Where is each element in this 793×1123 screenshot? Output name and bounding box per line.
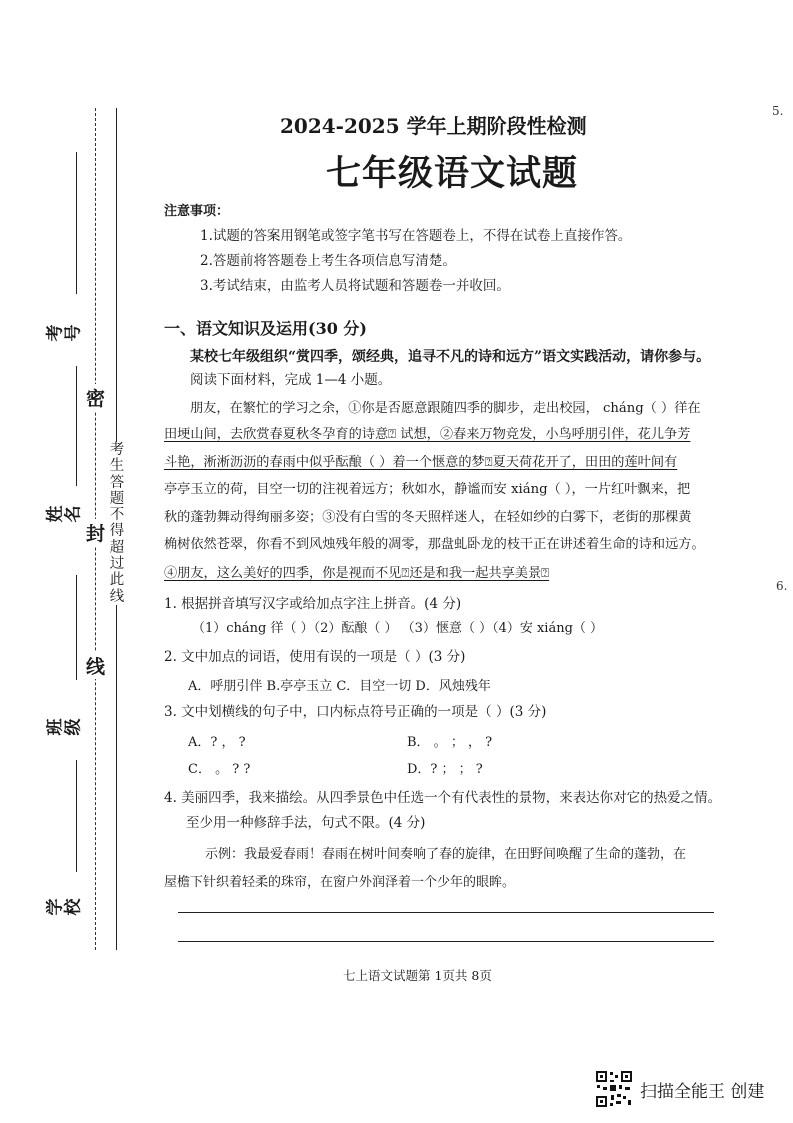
notice-heading: 注意事项： <box>164 204 230 219</box>
section-heading: 一、语文知识及运用(30 分) <box>164 319 367 338</box>
exam-subtitle: 2024-2025 学年上期阶段性检测 <box>280 114 587 138</box>
name-label: 姓名 <box>45 503 84 523</box>
question-3-option-c: C． 。 ? ? <box>188 762 251 777</box>
corner-mark-top: 5. <box>772 104 784 118</box>
question-3-stem: 3. 文中划横线的句子中，口内标点符号正确的一项是（ ）(3 分) <box>164 704 547 720</box>
passage-line-3: 斗艳，淅淅沥沥的春雨中似乎酝酿（ ）着一个惬意的梦⍰夏天荷花开了，田田的莲叶间有 <box>164 455 678 470</box>
school-label: 学校 <box>45 896 84 916</box>
notice-item-3: 3.考试结束，由监考人员将试题和答题卷一并收回。 <box>200 278 510 294</box>
passage-line-6: 桷树依然苍翠，你看不到风烛残年般的凋零，那盘虬卧龙的枝干正在讲述着生命的诗和远方。 <box>164 537 705 552</box>
exam-no-blank <box>76 152 77 294</box>
passage-line-1: 朋友，在繁忙的学习之余，①你是否愿意跟随四季的脚步，走出校园， cháng（ ）徉在 <box>190 401 701 416</box>
seal-char-xian: 线 <box>86 652 105 679</box>
notice-item-2: 2.答题前将答题卷上考生各项信息写清楚。 <box>200 253 456 269</box>
scanner-watermark: 扫描全能王 创建 <box>640 1082 765 1102</box>
question-4-sample-line-1: 示例：我最爱春雨！春雨在树叶间奏响了春的旋律，在田野间唤醒了生命的蓬勃，在 <box>205 847 687 862</box>
page-footer: 七上语文试题第 1页共 8页 <box>343 968 492 983</box>
class-blank <box>76 575 77 680</box>
exam-title: 七年级语文试题 <box>326 153 579 194</box>
question-4-sample-line-2: 屋檐下针织着轻柔的珠帘，在窗户外润泽着一个少年的眼眸。 <box>164 875 516 890</box>
exam-no-label: 考号 <box>45 322 84 342</box>
question-2-stem: 2. 文中加点的词语，使用有误的一项是（ ）(3 分) <box>164 649 466 665</box>
no-answer-beyond-line-text: 考生答题不得超过此线 <box>109 442 125 605</box>
question-4-stem-continued: 至少用一种修辞手法，句式不限。(4 分) <box>186 815 426 831</box>
passage-line-2: 田埂山间，去欣赏春夏秋冬孕育的诗意⍰ 试想，②春来万物竞发，小鸟呼朋引伴，花儿争芳 <box>164 427 691 442</box>
corner-mark-middle: 6. <box>776 579 788 593</box>
seal-char-feng: 封 <box>86 519 105 546</box>
activity-intro: 某校七年级组织“赏四季，颂经典，追寻不凡的诗和远方”语文实践活动，请你参与。 <box>190 349 711 365</box>
passage-line-5: 秋的蓬勃舞动得绚丽多姿；③没有白雪的冬天照样迷人，在轻如纱的白雾下，老街的那棵黄 <box>164 510 692 525</box>
question-1-stem: 1. 根据拼音填写汉字或给加点字注上拼音。(4 分) <box>164 596 462 612</box>
qr-code-icon <box>595 1070 633 1108</box>
question-4-stem: 4. 美丽四季，我来描绘。从四季景色中任选一个有代表性的景物，来表达你对它的热爱之情。 <box>164 790 722 806</box>
question-2-options: A．呼朋引伴 B.亭亭玉立 C．目空一切 D．风烛残年 <box>188 679 491 694</box>
answer-line-2[interactable] <box>178 941 714 942</box>
name-blank <box>76 366 77 486</box>
answer-line-1[interactable] <box>178 912 714 913</box>
class-label: 班级 <box>45 716 84 736</box>
question-3-option-d: D．? ； ； ? <box>407 762 483 777</box>
question-1-blanks: （1）cháng 徉（ ）（2）酝酿（ ） （3）惬意（ ）（4）安 xiáng（ ） <box>192 621 604 636</box>
question-3-option-b: B． 。 ； ， ? <box>407 735 493 750</box>
passage-line-7: ④朋友，这么美好的四季，你是视而不见⍰还是和我一起共享美景⍰ <box>164 566 550 581</box>
notice-item-1: 1.试题的答案用钢笔或签字笔书写在答题卷上，不得在试卷上直接作答。 <box>200 228 632 244</box>
question-3-option-a: A．? ， ? <box>188 735 246 750</box>
passage-line-4: 亭亭玉立的荷，目空一切的注视着远方；秋如水，静谧而安 xiáng（ ），一片红叶飘来，把 <box>164 482 691 497</box>
school-blank <box>76 760 77 872</box>
seal-char-mi: 密 <box>86 384 105 411</box>
reading-instruction: 阅读下面材料，完成 1—4 小题。 <box>190 372 392 388</box>
